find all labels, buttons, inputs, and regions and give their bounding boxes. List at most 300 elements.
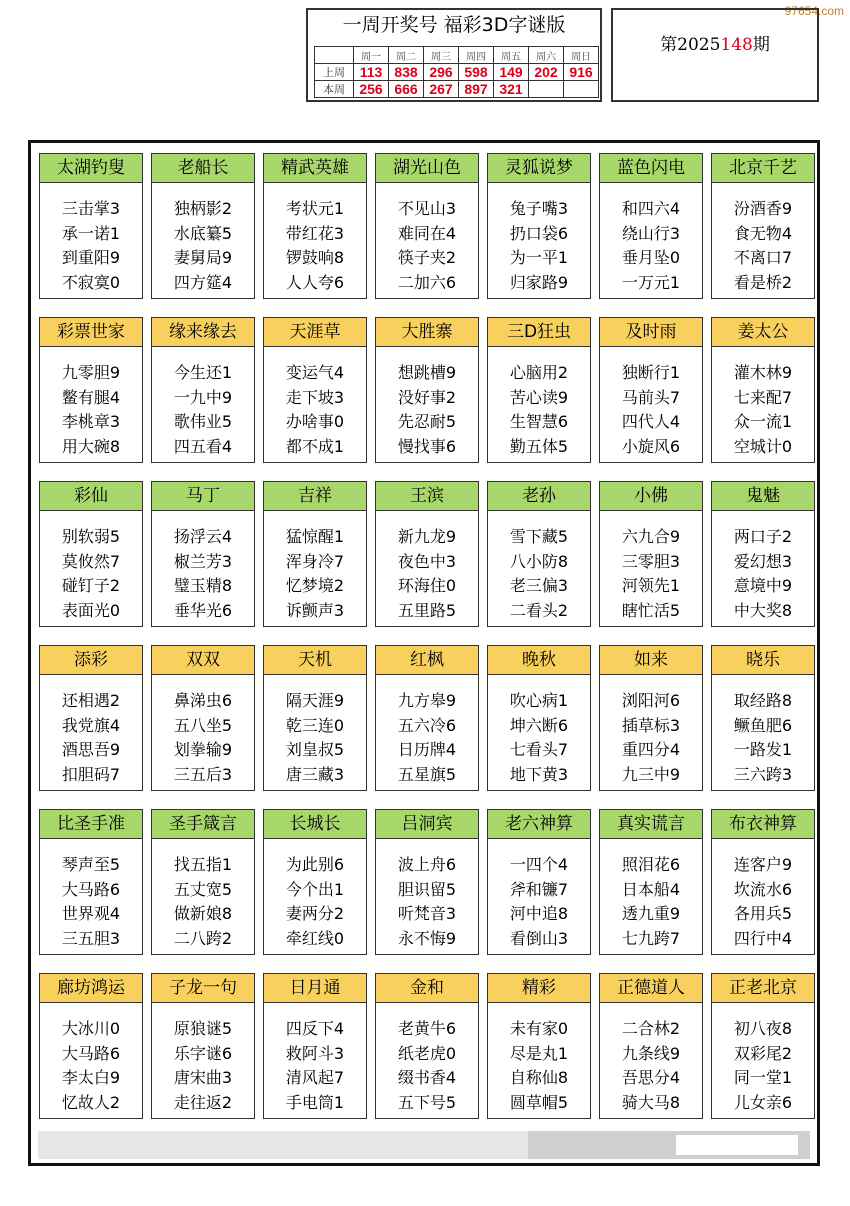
riddle-card-title: 晚秋 — [488, 646, 590, 675]
riddle-card — [263, 809, 367, 955]
riddle-card-title: 小佛 — [600, 482, 702, 511]
riddle-line: 九三中9 — [621, 764, 681, 784]
riddle-card-title: 鬼魅 — [712, 482, 814, 511]
riddle-lines — [376, 675, 478, 787]
riddle-lines — [712, 839, 814, 951]
riddle-line: 三击掌3 — [61, 199, 121, 218]
riddle-line: 唐宋曲3 — [173, 1068, 233, 1087]
riddle-line: 尽是丸1 — [509, 1043, 569, 1063]
riddle-card — [599, 481, 703, 627]
riddle-card — [39, 973, 143, 1119]
riddle-line: 难同在4 — [397, 223, 457, 243]
riddle-line: 琴声至5 — [61, 855, 121, 874]
riddle-lines — [376, 183, 478, 295]
riddle-lines — [40, 839, 142, 951]
riddle-line: 夜色中3 — [397, 551, 457, 571]
riddle-line: 不寂寞0 — [61, 272, 121, 292]
riddle-line: 四代人4 — [621, 412, 681, 431]
riddle-line: 八小防8 — [509, 551, 569, 571]
riddle-card — [375, 809, 479, 955]
riddle-card — [375, 317, 479, 463]
riddle-line: 一万元1 — [621, 272, 681, 292]
riddle-lines — [712, 511, 814, 623]
riddle-line: 璧玉精8 — [173, 576, 233, 595]
riddle-line: 九方皋9 — [397, 691, 457, 710]
riddle-card — [487, 973, 591, 1119]
riddle-line: 七来配7 — [733, 387, 793, 407]
riddle-line: 地下黄3 — [509, 764, 569, 784]
riddle-card-title: 廊坊鸿运 — [40, 974, 142, 1003]
riddle-line: 鳖有腿4 — [61, 387, 121, 407]
riddle-card-title: 天涯草 — [264, 318, 366, 347]
riddle-line: 四反下4 — [285, 1019, 345, 1038]
riddle-card-title: 吕洞宾 — [376, 810, 478, 839]
riddle-line: 五星旗5 — [397, 764, 457, 784]
this-week-sat — [529, 81, 564, 98]
this-week-row — [315, 81, 599, 98]
riddle-line: 我党旗4 — [61, 715, 121, 735]
riddle-lines — [488, 183, 590, 295]
riddle-lines — [152, 839, 254, 951]
riddle-line: 二八跨2 — [173, 928, 233, 948]
riddle-card — [711, 809, 815, 955]
riddle-line: 椒兰芳3 — [173, 551, 233, 571]
this-week-thu: 897 — [459, 81, 494, 98]
riddle-line: 大马路6 — [61, 1043, 121, 1063]
day-thu: 周四 — [459, 47, 494, 64]
riddle-line: 日本船4 — [621, 879, 681, 899]
riddle-line: 四五看4 — [173, 436, 233, 456]
riddle-line: 汾酒香9 — [733, 199, 793, 218]
riddle-line: 乐字谜6 — [173, 1043, 233, 1063]
riddle-line: 连客户9 — [733, 855, 793, 874]
riddle-card — [151, 645, 255, 791]
riddle-line: 李太白9 — [61, 1068, 121, 1087]
riddle-line: 想跳槽9 — [397, 363, 457, 382]
riddle-lines — [40, 511, 142, 623]
riddle-line: 一路发1 — [733, 740, 793, 759]
riddle-line: 两口子2 — [733, 527, 793, 546]
riddle-line: 四方筵4 — [173, 272, 233, 292]
riddle-line: 扔口袋6 — [509, 223, 569, 243]
last-week-sun: 916 — [564, 64, 599, 81]
riddle-card-title: 王滨 — [376, 482, 478, 511]
riddle-line: 浏阳河6 — [621, 691, 681, 710]
riddle-line: 一九中9 — [173, 387, 233, 407]
riddle-lines — [264, 511, 366, 623]
riddle-lines — [152, 183, 254, 295]
riddle-line: 吹心病1 — [509, 691, 569, 710]
riddle-card-title: 太湖钓叟 — [40, 154, 142, 183]
riddle-line: 听梵音3 — [397, 904, 457, 923]
riddle-line: 雪下藏5 — [509, 527, 569, 546]
riddle-line: 双彩尾2 — [733, 1043, 793, 1063]
riddle-card-title: 圣手箴言 — [152, 810, 254, 839]
riddle-line: 鼻涕虫6 — [173, 691, 233, 710]
riddle-card-title: 长城长 — [264, 810, 366, 839]
riddle-line: 妻舅局9 — [173, 248, 233, 267]
riddle-line: 食无物4 — [733, 223, 793, 243]
riddle-card-title: 马丁 — [152, 482, 254, 511]
riddle-card — [39, 153, 143, 299]
riddle-line: 归家路9 — [509, 272, 569, 292]
riddle-lines — [152, 347, 254, 459]
riddle-line: 环海住0 — [397, 576, 457, 595]
riddle-lines — [40, 1003, 142, 1115]
riddle-card — [487, 481, 591, 627]
riddle-line: 七九跨7 — [621, 928, 681, 948]
riddle-card — [151, 809, 255, 955]
riddle-lines — [152, 675, 254, 787]
this-week-label: 本周 — [315, 81, 354, 98]
riddle-line: 未有家0 — [509, 1019, 569, 1038]
riddle-line: 清风起7 — [285, 1068, 345, 1087]
riddle-card-title: 正老北京 — [712, 974, 814, 1003]
riddle-card-title: 蓝色闪电 — [600, 154, 702, 183]
riddle-lines — [40, 183, 142, 295]
riddle-line: 表面光0 — [61, 600, 121, 620]
riddle-line: 手电筒1 — [285, 1092, 345, 1112]
riddle-lines — [488, 1003, 590, 1115]
riddle-card-title: 及时雨 — [600, 318, 702, 347]
riddle-card-title: 天机 — [264, 646, 366, 675]
riddle-card-title: 精武英雄 — [264, 154, 366, 183]
riddle-card-title: 双双 — [152, 646, 254, 675]
riddle-line: 骑大马8 — [621, 1092, 681, 1112]
riddle-line: 五六冷6 — [397, 715, 457, 735]
riddle-line: 垂华光6 — [173, 600, 233, 620]
riddle-line: 扣胆码7 — [61, 764, 121, 784]
riddle-card — [711, 481, 815, 627]
riddle-card — [375, 153, 479, 299]
weekly-results-table — [314, 46, 599, 98]
riddle-line: 没好事2 — [397, 387, 457, 407]
riddle-line: 垂月坠0 — [621, 248, 681, 267]
this-week-tue: 666 — [389, 81, 424, 98]
riddle-line: 都不成1 — [285, 436, 345, 456]
riddle-line: 三五后3 — [173, 764, 233, 784]
riddle-line: 五丈宽5 — [173, 879, 233, 899]
riddle-line: 别软弱5 — [61, 527, 121, 546]
riddle-lines — [600, 183, 702, 295]
riddle-line: 意境中9 — [733, 576, 793, 595]
riddle-line: 一四个4 — [509, 855, 569, 874]
riddle-line: 小旋风6 — [621, 436, 681, 456]
riddle-card — [711, 153, 815, 299]
riddle-lines — [600, 347, 702, 459]
riddle-line: 众一流1 — [733, 412, 793, 431]
riddle-lines — [712, 183, 814, 295]
riddle-line: 老三偏3 — [509, 576, 569, 595]
riddle-line: 重四分4 — [621, 740, 681, 759]
issue-number-box — [611, 8, 819, 102]
riddle-card-title: 真实谎言 — [600, 810, 702, 839]
riddle-card-title: 北京千艺 — [712, 154, 814, 183]
riddle-line: 浑身冷7 — [285, 551, 345, 571]
riddle-card — [263, 317, 367, 463]
riddle-card — [487, 317, 591, 463]
riddle-line: 新九龙9 — [397, 527, 457, 546]
riddle-lines — [264, 347, 366, 459]
riddle-line: 灌木林9 — [733, 363, 793, 382]
riddle-line: 河领先1 — [621, 576, 681, 595]
riddle-line: 六九合9 — [621, 527, 681, 546]
riddle-line: 自称仙8 — [509, 1068, 569, 1087]
riddle-card — [375, 973, 479, 1119]
site-watermark: 97654.com — [784, 4, 844, 18]
riddle-line: 爱幻想3 — [733, 551, 793, 571]
riddle-line: 勤五体5 — [509, 436, 569, 456]
riddle-card — [599, 153, 703, 299]
riddle-line: 歌伟业5 — [173, 412, 233, 431]
riddle-line: 兔子嘴3 — [509, 199, 569, 218]
riddle-card-title: 灵狐说梦 — [488, 154, 590, 183]
riddle-card-title: 彩仙 — [40, 482, 142, 511]
riddle-line: 生智慧6 — [509, 412, 569, 431]
riddle-line: 吾思分4 — [621, 1068, 681, 1087]
riddle-line: 走往返2 — [173, 1092, 233, 1112]
riddle-line: 划拳输9 — [173, 740, 233, 759]
last-week-label: 上周 — [315, 64, 354, 81]
riddle-line: 忆梦境2 — [285, 576, 345, 595]
riddle-card-title: 缘来缘去 — [152, 318, 254, 347]
riddle-line: 四行中4 — [733, 928, 793, 948]
riddle-line: 缀书香4 — [397, 1068, 457, 1087]
riddle-line: 独柄影2 — [173, 199, 233, 218]
riddle-card-title: 老船长 — [152, 154, 254, 183]
riddle-line: 看倒山3 — [509, 928, 569, 948]
riddle-line: 慢找事6 — [397, 436, 457, 456]
riddle-line: 为一平1 — [509, 248, 569, 267]
riddle-line: 同一堂1 — [733, 1068, 793, 1087]
riddle-card-title: 老孙 — [488, 482, 590, 511]
riddle-line: 刘皇叔5 — [285, 740, 345, 759]
riddle-card — [263, 973, 367, 1119]
riddle-lines — [152, 1003, 254, 1115]
riddle-card-title: 吉祥 — [264, 482, 366, 511]
riddle-line: 猛惊醒1 — [285, 527, 345, 546]
riddle-line: 走下坡3 — [285, 387, 345, 407]
riddle-lines — [712, 675, 814, 787]
riddle-card — [487, 153, 591, 299]
riddle-lines — [376, 839, 478, 951]
riddle-card — [711, 973, 815, 1119]
riddle-lines — [600, 1003, 702, 1115]
riddle-card-title: 晓乐 — [712, 646, 814, 675]
last-week-wed: 296 — [424, 64, 459, 81]
this-week-wed: 267 — [424, 81, 459, 98]
riddle-line: 坤六断6 — [509, 715, 569, 735]
riddle-card — [263, 481, 367, 627]
this-week-mon: 256 — [354, 81, 389, 98]
riddle-lines — [376, 347, 478, 459]
riddle-line: 儿女亲6 — [733, 1092, 793, 1112]
riddle-line: 各用兵5 — [733, 904, 793, 923]
riddle-lines — [488, 675, 590, 787]
riddle-card-title: 子龙一句 — [152, 974, 254, 1003]
riddle-line: 老黄牛6 — [397, 1019, 457, 1038]
riddle-lines — [488, 347, 590, 459]
riddle-line: 考状元1 — [285, 199, 345, 218]
day-fri: 周五 — [494, 47, 529, 64]
riddle-line: 不离口7 — [733, 248, 793, 267]
riddle-card-title: 大胜寨 — [376, 318, 478, 347]
riddle-card-title: 红枫 — [376, 646, 478, 675]
riddle-lines — [152, 511, 254, 623]
riddle-line: 今生还1 — [173, 363, 233, 382]
riddle-line: 水底纂5 — [173, 223, 233, 243]
riddle-line: 唐三藏3 — [285, 764, 345, 784]
riddle-line: 大马路6 — [61, 879, 121, 899]
riddle-line: 马前头7 — [621, 387, 681, 407]
riddle-card-title: 添彩 — [40, 646, 142, 675]
last-week-sat: 202 — [529, 64, 564, 81]
riddle-lines — [712, 347, 814, 459]
riddle-line: 透九重9 — [621, 904, 681, 923]
riddle-lines — [600, 839, 702, 951]
riddle-line: 世界观4 — [61, 904, 121, 923]
riddle-line: 到重阳9 — [61, 248, 121, 267]
last-week-tue: 838 — [389, 64, 424, 81]
riddle-card — [263, 645, 367, 791]
last-week-mon: 113 — [354, 64, 389, 81]
riddle-card-title: 三D狂虫 — [488, 318, 590, 347]
day-wed: 周三 — [424, 47, 459, 64]
riddle-lines — [600, 511, 702, 623]
riddle-line: 和四六4 — [621, 199, 681, 218]
riddle-line: 照泪花6 — [621, 855, 681, 874]
riddle-card-title: 正德道人 — [600, 974, 702, 1003]
riddle-lines — [40, 347, 142, 459]
riddle-card — [39, 645, 143, 791]
riddle-line: 李桃章3 — [61, 412, 121, 431]
riddle-card-title: 比圣手准 — [40, 810, 142, 839]
issue-suffix: 期 — [752, 35, 770, 55]
riddle-line: 酒思吾9 — [61, 740, 121, 759]
riddle-line: 二合林2 — [621, 1019, 681, 1038]
riddle-line: 苦心读9 — [509, 387, 569, 407]
bottom-bar-blank — [676, 1135, 798, 1155]
riddle-line: 斧和镰7 — [509, 879, 569, 899]
riddle-line: 找五指1 — [173, 855, 233, 874]
riddle-line: 隔天涯9 — [285, 691, 345, 710]
riddle-line: 为此别6 — [285, 855, 345, 874]
riddle-line: 救阿斗3 — [285, 1043, 345, 1063]
riddle-card-title: 姜太公 — [712, 318, 814, 347]
riddle-line: 忆故人2 — [61, 1092, 121, 1112]
riddle-card-title: 如来 — [600, 646, 702, 675]
riddle-line: 锣鼓响8 — [285, 248, 345, 267]
riddle-card — [375, 481, 479, 627]
riddle-card — [599, 973, 703, 1119]
last-week-row — [315, 64, 599, 81]
riddle-card — [711, 317, 815, 463]
issue-number: 148 — [720, 35, 753, 55]
riddle-lines — [600, 675, 702, 787]
riddle-line: 办啥事0 — [285, 412, 345, 431]
riddle-line: 圆草帽5 — [509, 1092, 569, 1112]
riddle-lines — [264, 183, 366, 295]
day-mon: 周一 — [354, 47, 389, 64]
riddle-line: 筷子夹2 — [397, 248, 457, 267]
riddle-lines — [40, 675, 142, 787]
riddle-line: 五八坐5 — [173, 715, 233, 735]
riddle-line: 乾三连0 — [285, 715, 345, 735]
riddle-card — [39, 481, 143, 627]
riddle-line: 用大碗8 — [61, 436, 121, 456]
day-sat: 周六 — [529, 47, 564, 64]
riddle-card — [487, 645, 591, 791]
riddle-card-title: 精彩 — [488, 974, 590, 1003]
riddle-line: 先忍耐5 — [397, 412, 457, 431]
riddle-line: 承一诺1 — [61, 223, 121, 243]
riddle-line: 变运气4 — [285, 363, 345, 382]
riddle-line: 今个出1 — [285, 879, 345, 899]
riddle-line: 鳜鱼肥6 — [733, 715, 793, 735]
riddle-lines — [264, 1003, 366, 1115]
days-row — [315, 47, 599, 64]
riddle-line: 三五胆3 — [61, 928, 121, 948]
riddle-line: 五里路5 — [397, 600, 457, 620]
riddle-line: 七看头7 — [509, 740, 569, 759]
riddle-card-title: 老六神算 — [488, 810, 590, 839]
riddle-line: 碰钉子2 — [61, 576, 121, 595]
riddle-card-title: 日月通 — [264, 974, 366, 1003]
riddle-lines — [488, 839, 590, 951]
riddle-card-title: 彩票世家 — [40, 318, 142, 347]
riddle-line: 瞎忙活5 — [621, 600, 681, 620]
riddle-lines — [264, 675, 366, 787]
riddle-line: 三零胆3 — [621, 551, 681, 571]
riddle-line: 独断行1 — [621, 363, 681, 382]
riddle-line: 坎流水6 — [733, 879, 793, 899]
header-title: 一周开奖号 福彩3D字谜版 — [342, 14, 566, 36]
riddle-lines — [376, 511, 478, 623]
day-sun: 周日 — [564, 47, 599, 64]
bottom-bar — [38, 1131, 810, 1159]
riddle-board — [28, 140, 820, 1166]
riddle-card — [487, 809, 591, 955]
riddle-line: 九条线9 — [621, 1043, 681, 1063]
riddle-card — [151, 481, 255, 627]
riddle-line: 大冰川0 — [61, 1019, 121, 1038]
riddle-card — [151, 153, 255, 299]
this-week-fri: 321 — [494, 81, 529, 98]
riddle-line: 初八夜8 — [733, 1019, 793, 1038]
riddle-line: 莫攸然7 — [61, 551, 121, 571]
riddle-card — [375, 645, 479, 791]
riddle-card — [599, 317, 703, 463]
this-week-sun — [564, 81, 599, 98]
weekly-results-header — [306, 8, 602, 102]
riddle-card-title: 湖光山色 — [376, 154, 478, 183]
riddle-line: 心脑用2 — [509, 363, 569, 382]
last-week-thu: 598 — [459, 64, 494, 81]
riddle-lines — [376, 1003, 478, 1115]
last-week-fri: 149 — [494, 64, 529, 81]
riddle-card — [711, 645, 815, 791]
riddle-line: 插草标3 — [621, 715, 681, 735]
riddle-line: 波上舟6 — [397, 855, 457, 874]
riddle-line: 胆识留5 — [397, 879, 457, 899]
riddle-line: 带红花3 — [285, 223, 345, 243]
riddle-line: 五下号5 — [397, 1092, 457, 1112]
riddle-card — [263, 153, 367, 299]
riddle-line: 永不悔9 — [397, 928, 457, 948]
riddle-card-title: 布衣神算 — [712, 810, 814, 839]
riddle-line: 原狼谜5 — [173, 1019, 233, 1038]
riddle-line: 二加六6 — [397, 272, 457, 292]
